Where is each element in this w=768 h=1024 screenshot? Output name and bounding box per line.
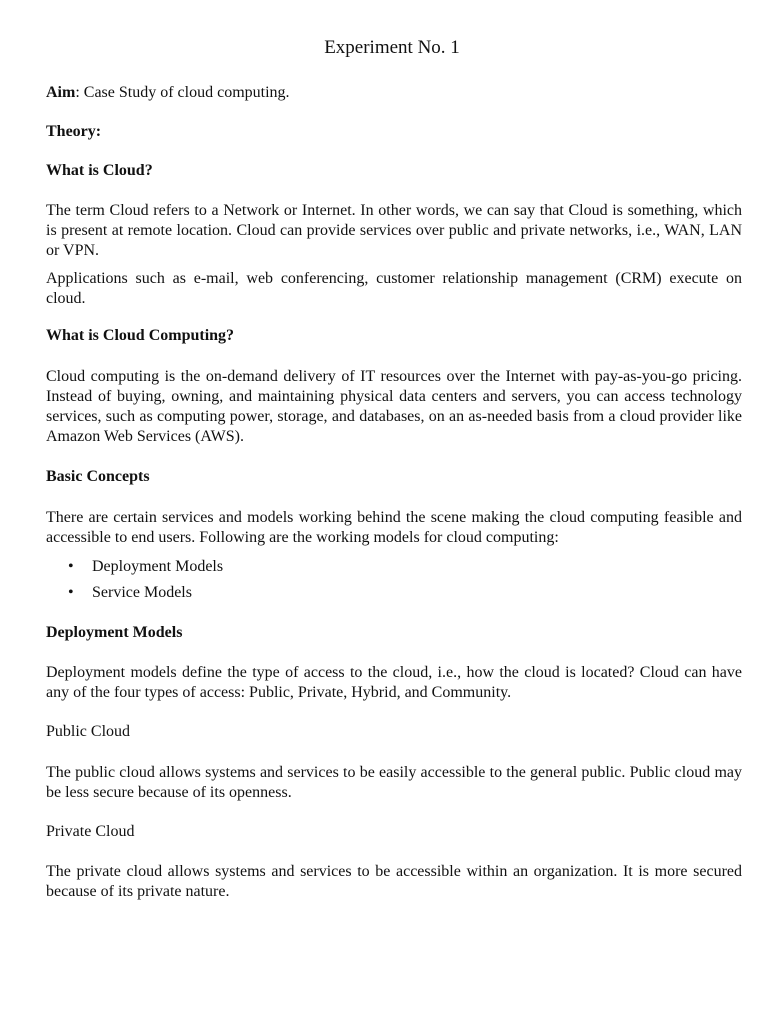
private-cloud-paragraph: The private cloud allows systems and services to be accessible within an organization. It is more secured because of its private nature.	[46, 863, 742, 900]
bullet-item-deployment-models	[68, 558, 223, 576]
aim-label: Aim	[46, 84, 76, 101]
bullet-icon: •	[68, 558, 74, 575]
what-is-cloud-computing-heading: What is Cloud Computing?	[46, 327, 235, 344]
bullet-item-service-models	[68, 584, 192, 602]
cloud-computing-paragraph: Cloud computing is the on-demand delivery of IT resources over the Internet with pay-as-you-go pricing. Instead of buying, owning, and maintaining physical data centers and servers, you can access technology services, such as computing power, storage, and databases, on an as-needed basis from a cloud provider like Amazon Web Services (AWS).	[46, 368, 742, 445]
cloud-paragraph-2: Applications such as e-mail, web conferencing, customer relationship management (CRM) execute on cloud.	[46, 270, 742, 307]
deployment-models-heading: Deployment Models	[46, 624, 183, 641]
cloud-paragraph-1: The term Cloud refers to a Network or Internet. In other words, we can say that Cloud is something, which is present at remote location. Cloud can provide services over public and private networks, i.e., WAN, LAN or VPN.	[46, 202, 742, 259]
bullet-label: Service Models	[92, 584, 192, 601]
document-title: Experiment No. 1	[324, 37, 460, 58]
deployment-models-paragraph: Deployment models define the type of access to the cloud, i.e., how the cloud is located? Cloud can have any of the four types of access: Public, Private, Hybrid, and Community.	[46, 664, 742, 701]
private-cloud-heading: Private Cloud	[46, 823, 135, 840]
basic-concepts-heading: Basic Concepts	[46, 468, 150, 485]
bullet-label: Deployment Models	[92, 558, 224, 575]
aim-line	[46, 84, 742, 102]
aim-text: : Case Study of cloud computing.	[75, 84, 290, 101]
public-cloud-paragraph: The public cloud allows systems and services to be easily accessible to the general public. Public cloud may be less secure because of its openness.	[46, 764, 742, 801]
what-is-cloud-heading: What is Cloud?	[46, 162, 153, 179]
public-cloud-heading: Public Cloud	[46, 723, 131, 740]
theory-heading: Theory:	[46, 123, 102, 140]
basic-concepts-paragraph: There are certain services and models working behind the scene making the cloud computing feasible and accessible to end users. Following are the working models for cloud computing:	[46, 509, 742, 546]
bullet-icon: •	[68, 584, 74, 601]
